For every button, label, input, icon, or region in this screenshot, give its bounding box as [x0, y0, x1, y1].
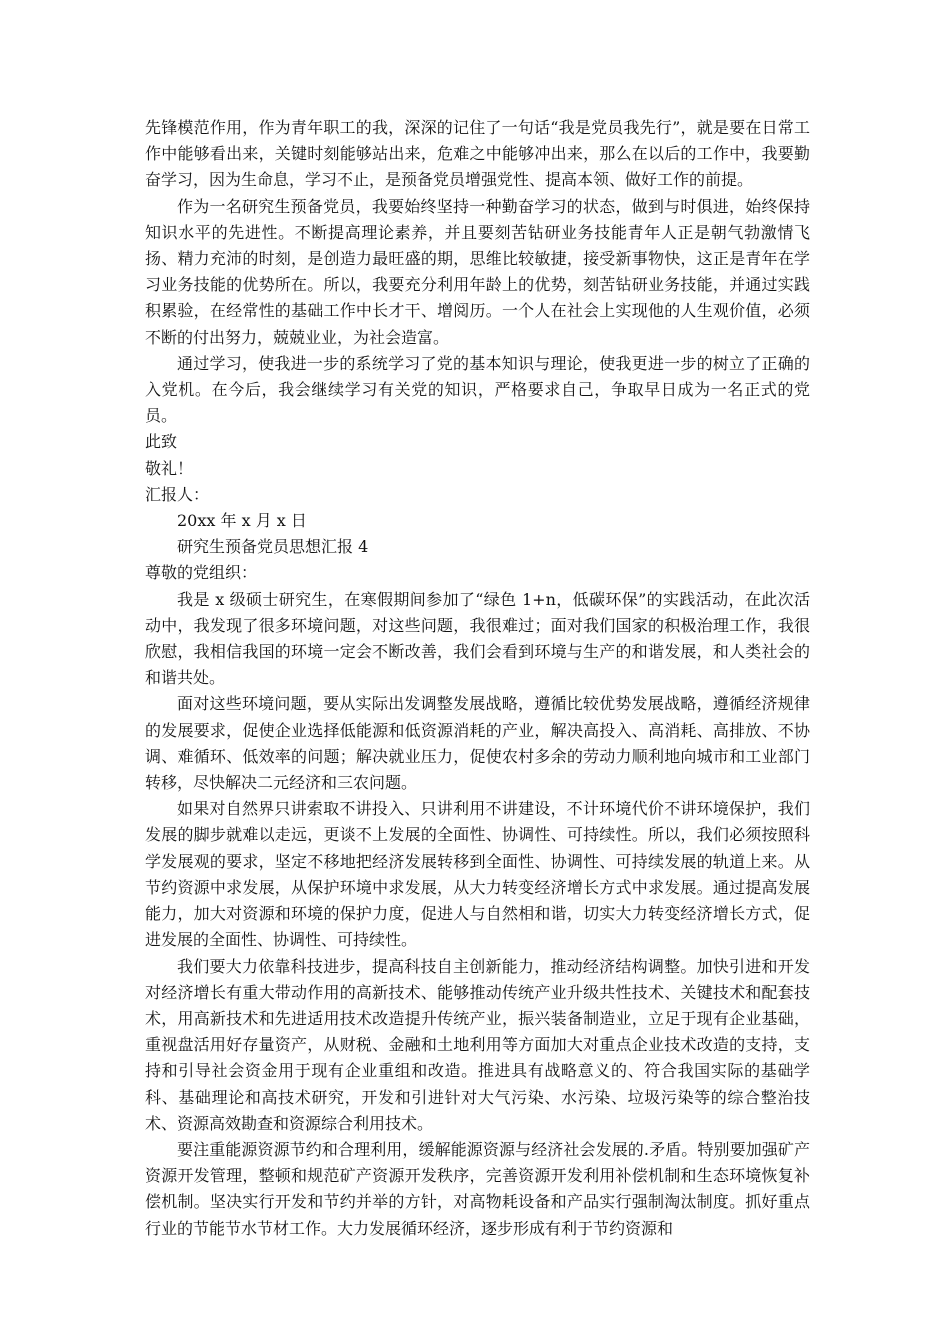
closing-line: 此致	[145, 432, 178, 452]
paragraph: 通过学习，使我进一步的系统学习了党的基本知识与理论，使我更进一步的树立了正确的入党机。在今后，我会继续学习有关党的知识，严格要求自己，争取早日成为一名正式的党员。	[145, 353, 810, 426]
paragraph: 我是 x 级硕士研究生，在寒假期间参加了“绿色 1+n，低碳环保”的实践活动，在此次活动中，我发现了很多环境问题，对这些问题，我很难过；面对我们国家的积极治理工作，我很欣慰，我相信我国的环境一定会不断改善，我们会看到环境与生产的和谐发展，和人类社会的和谐共处。	[145, 589, 810, 688]
paragraph: 先锋模范作用，作为青年职工的我，深深的记住了一句话“我是党员我先行”，就是要在日常工作中能够看出来，关键时刻能够站出来，危难之中能够冲出来，那么在以后的工作中，我要勤奋学习，因为生命息，学习不止，是预备党员增强党性、提高本领、做好工作的前提。	[145, 118, 810, 190]
paragraph: 作为一名研究生预备党员，我要始终坚持一种勤奋学习的状态，做到与时俱进，始终保持知识水平的先进性。不断提高理论素养，并且要刻苦钻研业务技能青年人正是朝气勃激情飞扬、精力充沛的时刻，是创造力最旺盛的期，思维比较敏捷，接受新事物快，这正是青年在学习业务技能的优势所在。所以，我要充分利用年龄上的优势，刻苦钻研业务技能，并通过实践积累验，在经常性的基础工作中长才干、增阅历。一个人在社会上实现他的人生观价值，必须不断的付出努力，兢兢业业，为社会造富。	[145, 196, 810, 347]
document-page	[145, 115, 810, 1242]
paragraph: 我们要大力依靠科技进步，提高科技自主创新能力，推动经济结构调整。加快引进和开发对经济增长有重大带动作用的高新技术、能够推动传统产业升级共性技术、关键技术和配套技术，用高新技术和先进适用技术改造提升传统产业，振兴装备制造业，立足于现有企业基础，重视盘活用好存量资产，从财税、金融和土地利用等方面加大对重点企业技术改造的支持，支持和引导社会资金用于现有企业重组和改造。推进具有战略意义的、符合我国实际的基础学科、基础理论和高技术研究，开发和引进针对大气污染、水污染、垃圾污染等的综合整治技术、资源高效勘查和资源综合利用技术。	[145, 956, 810, 1133]
paragraph: 要注重能源资源节约和合理利用，缓解能源资源与经济社会发展的.矛盾。特别要加强矿产资源开发管理，整顿和规范矿产资源开发秩序，完善资源开发利用补偿机制和生态环境恢复补偿机制。坚决实行开发和节约并举的方针，对高物耗设备和产品实行强制淘汰制度。抓好重点行业的节能节水节材工作。大力发展循环经济，逐步形成有利于节约资源和	[145, 1139, 810, 1238]
section-title: 研究生预备党员思想汇报 4	[177, 537, 369, 557]
paragraph: 面对这些环境问题，要从实际出发调整发展战略，遵循比较优势发展战略，遵循经济规律的发展要求，促使企业选择低能源和低资源消耗的产业，解决高投入、高消耗、高排放、不协调、难循环、低效率的问题；解决就业压力，促使农村多余的劳动力顺利地向城市和工业部门转移，尽快解决二元经济和三农问题。	[145, 694, 810, 793]
report-date: 20xx 年 x 月 x 日	[177, 511, 307, 531]
paragraph: 如果对自然界只讲索取不讲投入、只讲利用不讲建设，不计环境代价不讲环境保护，我们发展的脚步就难以走远，更谈不上发展的全面性、协调性、可持续性。所以，我们必须按照科学发展观的要求，坚定不移地把经济发展转移到全面性、协调性、可持续发展的轨道上来。从节约资源中求发展，从保护环境中求发展，从大力转变经济增长方式中求发展。通过提高发展能力，加大对资源和环境的保护力度，促进人与自然相和谐，切实大力转变经济增长方式，促进发展的全面性、协调性、可持续性。	[145, 799, 810, 950]
reporter-label: 汇报人：	[145, 484, 210, 504]
salutation: 尊敬的党组织：	[145, 563, 258, 583]
closing-line: 敬礼！	[145, 458, 194, 478]
